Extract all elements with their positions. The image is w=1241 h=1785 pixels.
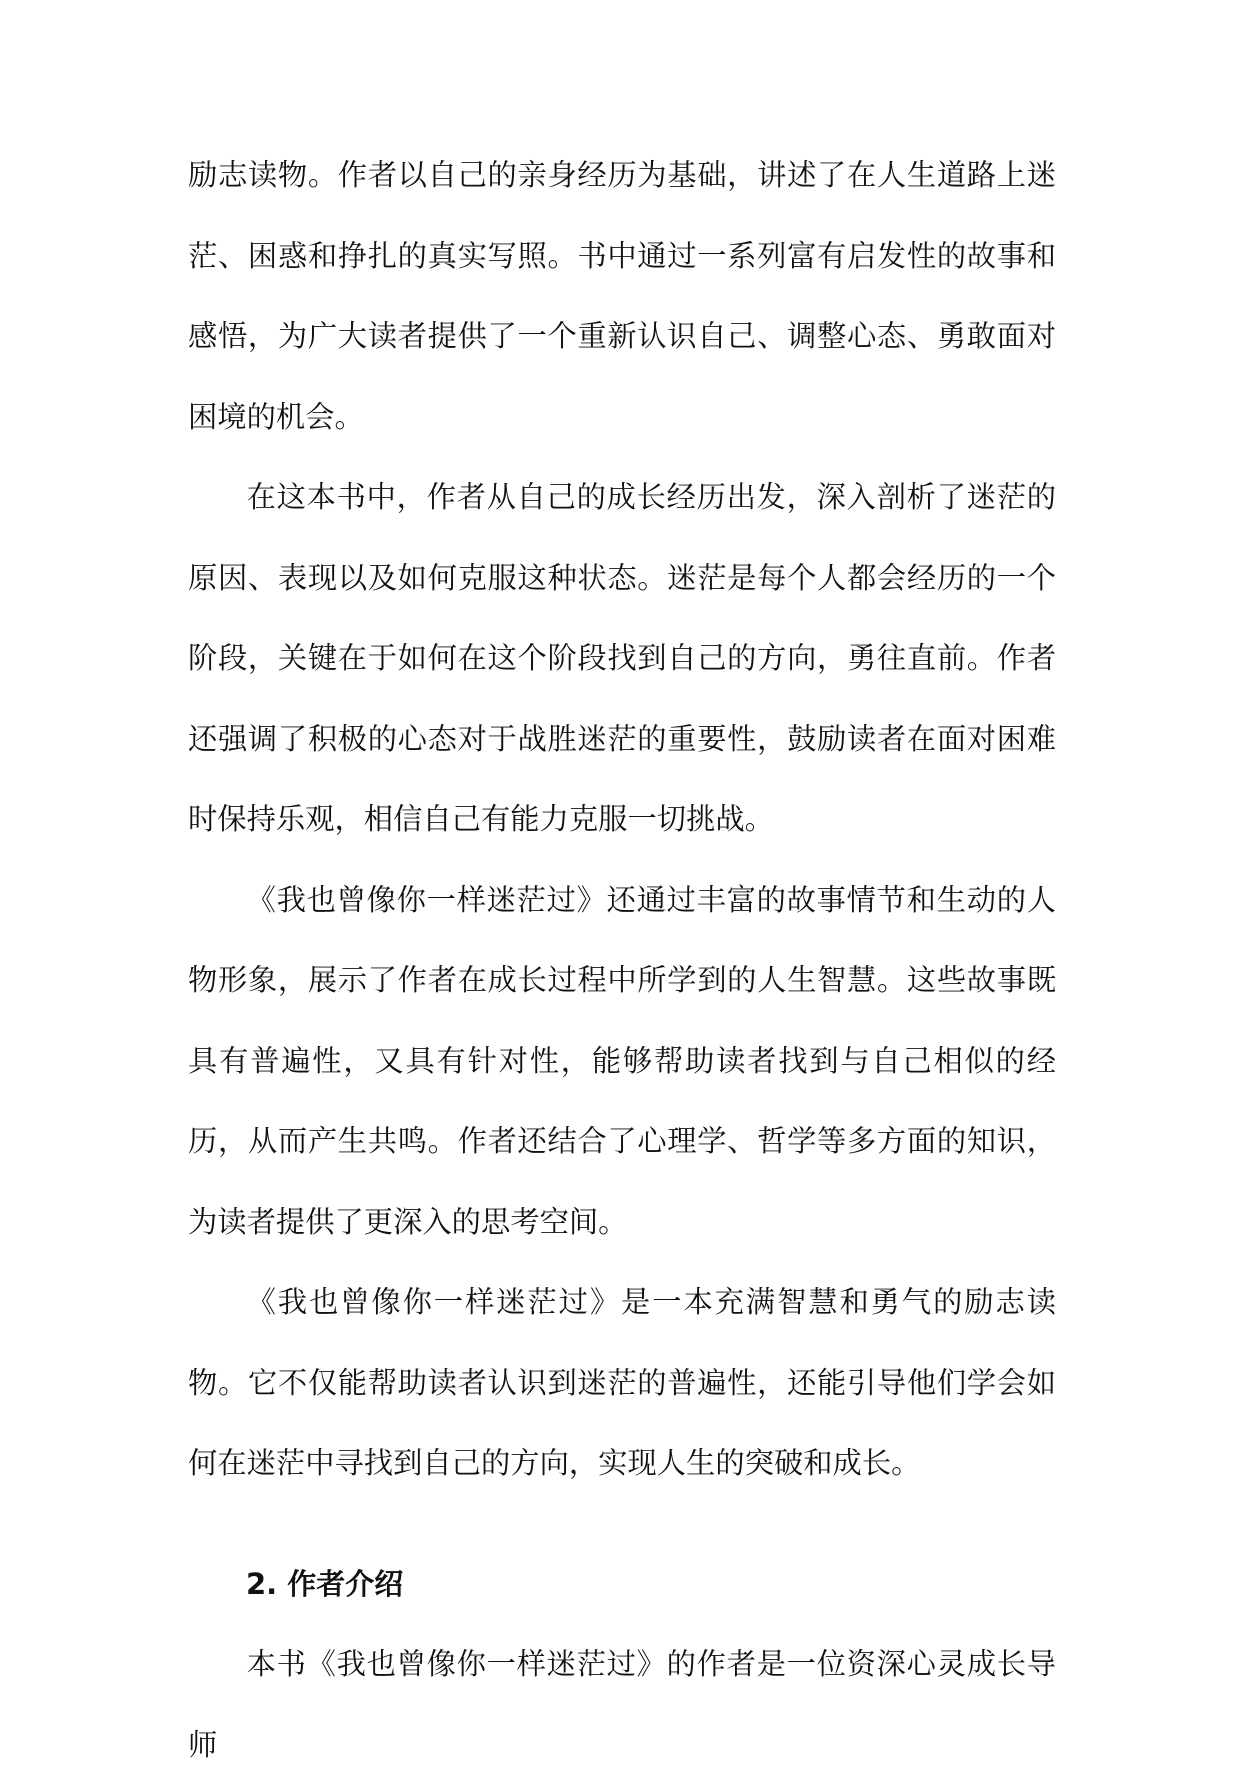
paragraph: 在这本书中，作者从自己的成长经历出发，深入剖析了迷茫的原因、表现以及如何克服这种状态。迷茫是每个人都会经历的一个阶段，关键在于如何在这个阶段找到自己的方向，勇往直前。作者还强调了积极的心态对于战胜迷茫的重要性，鼓励读者在面对困难时保持乐观，相信自己有能力克服一切挑战。 <box>188 480 1056 836</box>
paragraph: 《我也曾像你一样迷茫过》是一本充满智慧和勇气的励志读物。它不仅能帮助读者认识到迷茫的普遍性，还能引导他们学会如何在迷茫中寻找到自己的方向，实现人生的突破和成长。 <box>188 1285 1056 1480</box>
section-paragraph: 本书《我也曾像你一样迷茫过》的作者是一位资深心灵成长导师 <box>188 1647 1056 1762</box>
document-page <box>188 135 1056 1785</box>
paragraph: 《我也曾像你一样迷茫过》还通过丰富的故事情节和生动的人物形象，展示了作者在成长过程中所学到的人生智慧。这些故事既具有普遍性，又具有针对性，能够帮助读者找到与自己相似的经历，从而产生共鸣。作者还结合了心理学、哲学等多方面的知识，为读者提供了更深入的思考空间。 <box>188 882 1056 1239</box>
section-heading: 2. 作者介绍 <box>246 1566 404 1601</box>
paragraph-continuation: 励志读物。作者以自己的亲身经历为基础，讲述了在人生道路上迷茫、困惑和挣扎的真实写照。书中通过一系列富有启发性的故事和感悟，为广大读者提供了一个重新认识自己、调整心态、勇敢面对困境的机会。 <box>188 158 1056 434</box>
